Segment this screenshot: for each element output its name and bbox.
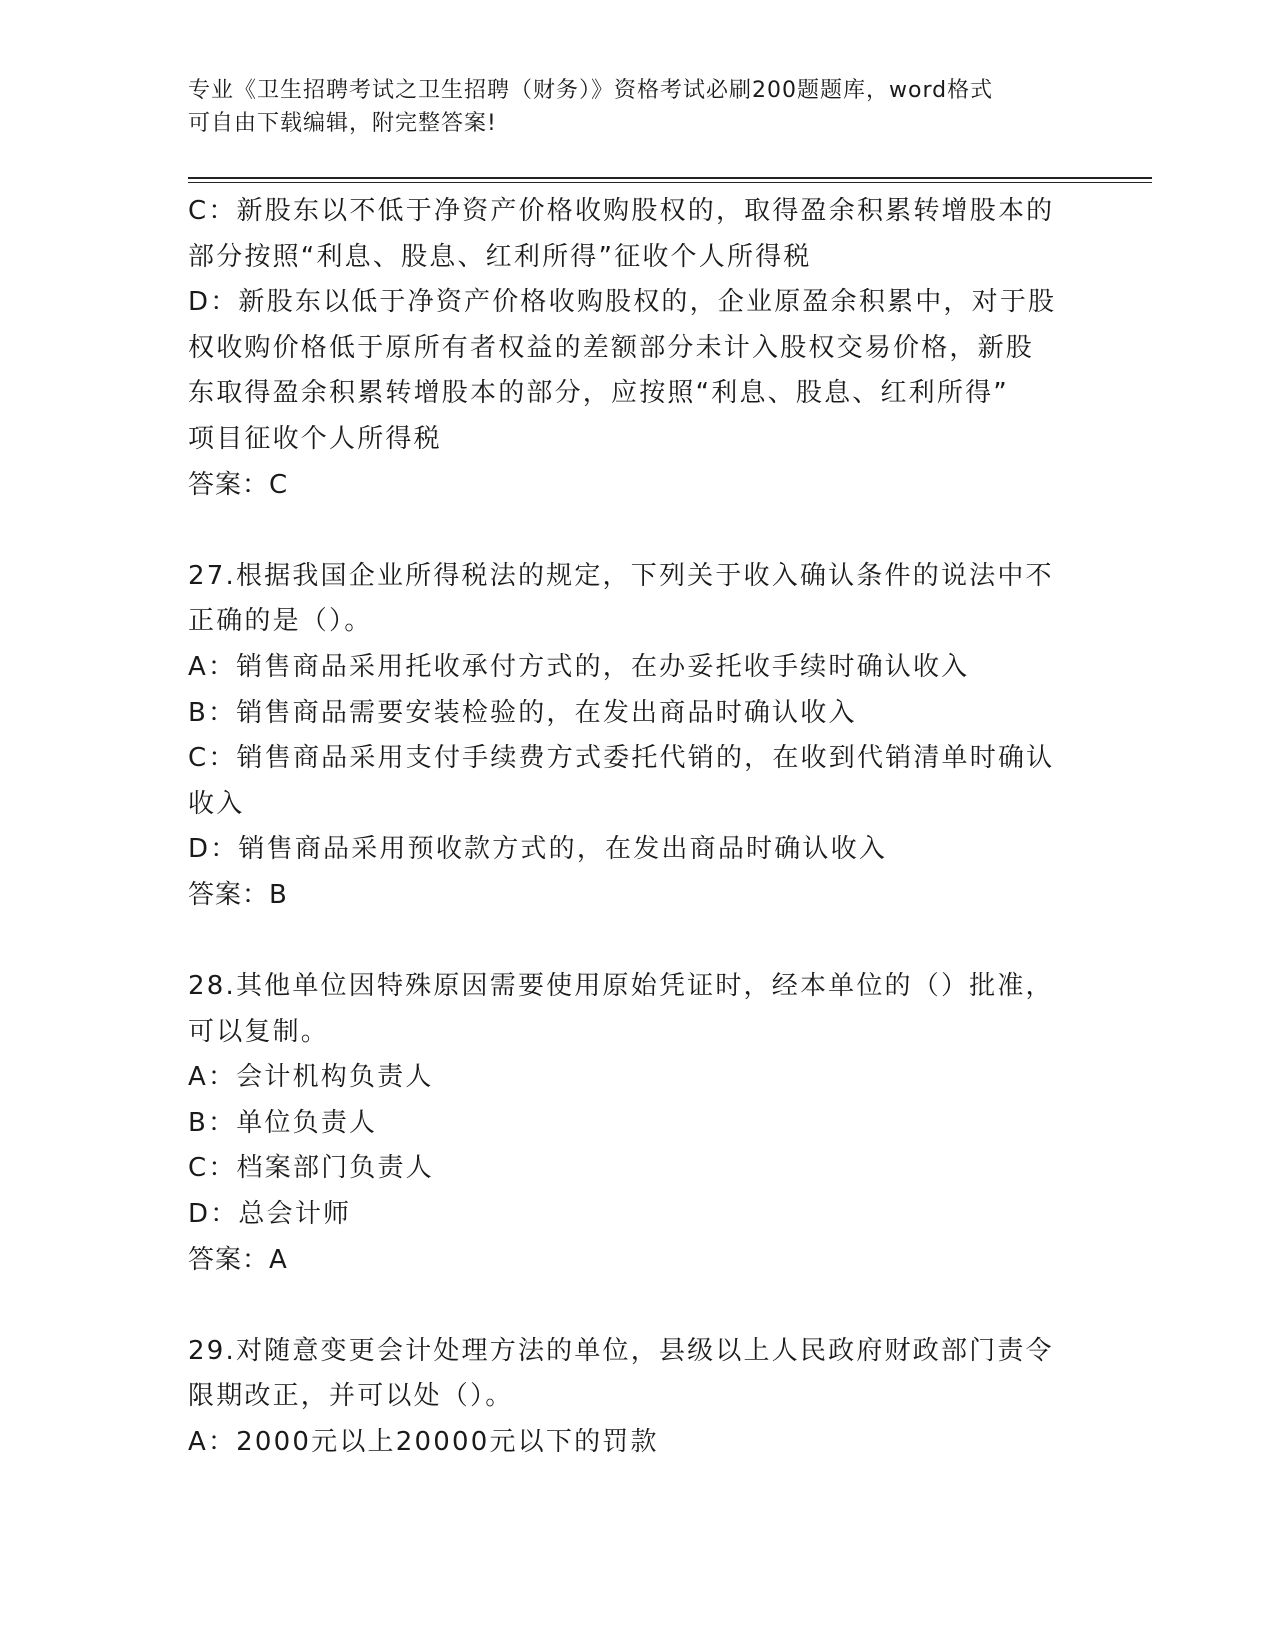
question-stem-line-1: 28.其他单位因特殊原因需要使用原始凭证时，经本单位的（）批准， xyxy=(188,971,1054,1002)
option-a: A：会计机构负责人 xyxy=(188,1062,434,1093)
question-stem-line-1: 27.根据我国企业所得税法的规定，下列关于收入确认条件的说法中不 xyxy=(188,560,1054,591)
spacer xyxy=(188,508,1078,554)
answer-line: 答案：B xyxy=(188,879,288,910)
option-d: D：总会计师 xyxy=(188,1199,352,1230)
question-stem-line-1: 29.对随意变更会计处理方法的单位，县级以上人民政府财政部门责令 xyxy=(188,1335,1054,1366)
option-b: B：单位负责人 xyxy=(188,1107,378,1138)
option-d-line-2: 权收购价格低于原所有者权益的差额部分未计入股权交易价格，新股 xyxy=(188,332,1035,363)
option-c-line-1: C：销售商品采用支付手续费方式委托代销的，在收到代销清单时确认 xyxy=(188,743,1055,774)
option-a: A：销售商品采用托收承付方式的，在办妥托收手续时确认收入 xyxy=(188,651,970,682)
question-stem-line-2: 可以复制。 xyxy=(188,1016,330,1047)
question-stem-line-2: 限期改正，并可以处（）。 xyxy=(188,1381,514,1412)
option-d-line-3: 东取得盈余积累转增股本的部分，应按照“利息、股息、红利所得” xyxy=(188,378,1009,409)
option-d-line-4: 项目征收个人所得税 xyxy=(188,423,442,454)
answer-line: 答案：C xyxy=(188,469,289,500)
option-d-line-1: D：新股东以低于净资产价格收购股权的，企业原盈余积累中，对于股 xyxy=(188,287,1057,318)
option-c-line-2: 部分按照“利息、股息、红利所得”征收个人所得税 xyxy=(188,241,812,272)
question-26-continued xyxy=(188,189,1078,508)
question-27 xyxy=(188,554,1078,919)
question-stem-line-2: 正确的是（）。 xyxy=(188,606,373,637)
option-c: C：档案部门负责人 xyxy=(188,1153,434,1184)
document-header xyxy=(188,74,1068,140)
answer-line: 答案：A xyxy=(188,1244,288,1275)
option-b: B：销售商品需要安装检验的，在发出商品时确认收入 xyxy=(188,697,857,728)
option-a: A：2000元以上20000元以下的罚款 xyxy=(188,1427,659,1458)
question-28 xyxy=(188,964,1078,1283)
option-c-line-2: 收入 xyxy=(188,788,245,819)
header-title-line-2: 可自由下载编辑，附完整答案! xyxy=(188,111,497,136)
header-title-line-1: 专业《卫生招聘考试之卫生招聘（财务）》资格考试必刷200题题库，word格式 xyxy=(188,78,994,103)
header-divider-thin xyxy=(188,182,1152,183)
document-body xyxy=(188,189,1078,1466)
option-d: D：销售商品采用预收款方式的，在发出商品时确认收入 xyxy=(188,834,888,865)
option-c-line-1: C：新股东以不低于净资产价格收购股权的，取得盈余积累转增股本的 xyxy=(188,196,1055,226)
spacer xyxy=(188,1283,1078,1329)
spacer xyxy=(188,919,1078,965)
question-29 xyxy=(188,1329,1078,1466)
header-divider-thick xyxy=(188,177,1152,179)
